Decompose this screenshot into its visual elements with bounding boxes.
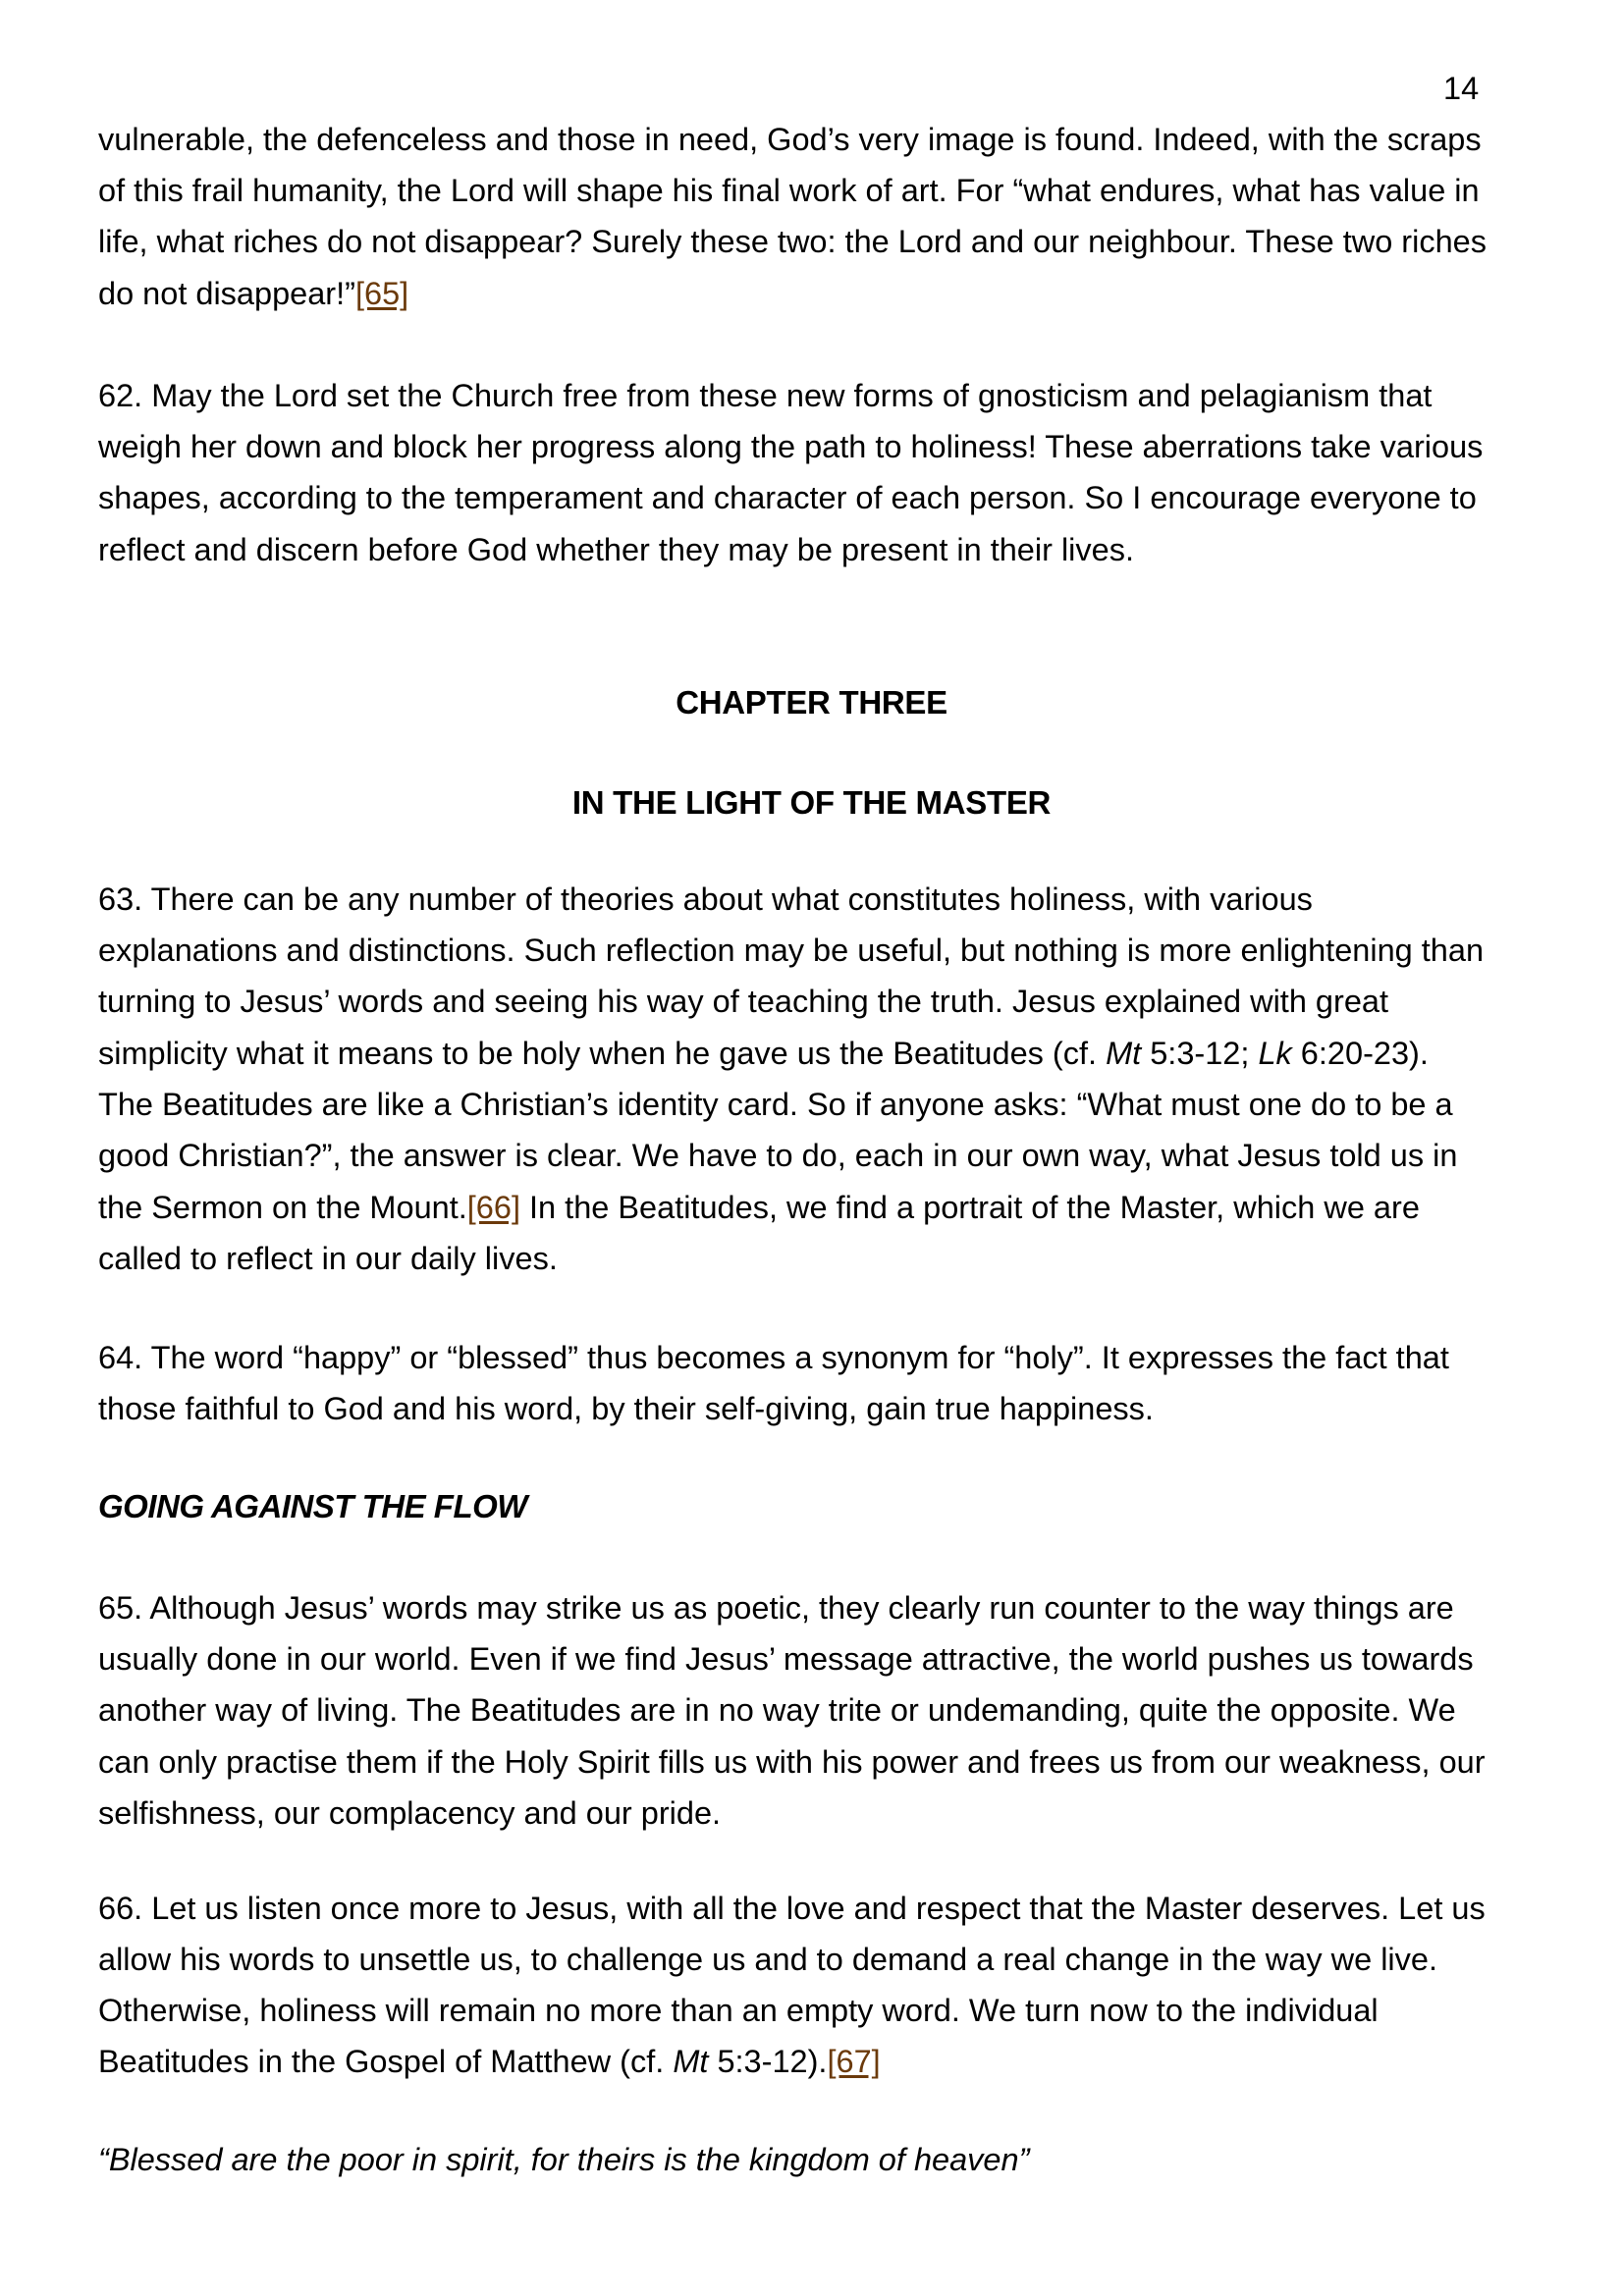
text-line: allow his words to unsettle us, to challenge us and to demand a real change in the way we live. xyxy=(98,1942,1438,1977)
text-line: usually done in our world. Even if we find Jesus’ message attractive, the world pushes us towards xyxy=(98,1641,1474,1677)
text-line: reflect and discern before God whether they may be present in their lives. xyxy=(98,532,1134,567)
text-line: 64. The word “happy” or “blessed” thus becomes a synonym for “holy”. It expresses the fact that xyxy=(98,1340,1449,1375)
section-heading: GOING AGAINST THE FLOW xyxy=(98,1488,527,1524)
text-line: 66. Let us listen once more to Jesus, with all the love and respect that the Master deserves. Let us xyxy=(98,1891,1486,1926)
text-span: 5:3-12). xyxy=(708,2044,828,2079)
text-line: those faithful to God and his word, by their self-giving, gain true happiness. xyxy=(98,1391,1154,1426)
text-line: good Christian?”, the answer is clear. We have to do, each in our own way, what Jesus told us in xyxy=(98,1138,1458,1173)
text-span: do not disappear!” xyxy=(98,276,355,311)
text-line: The Beatitudes are like a Christian’s identity card. So if anyone asks: “What must one do to be a xyxy=(98,1087,1453,1122)
chapter-title: CHAPTER THREE xyxy=(676,684,947,721)
text-span: the Sermon on the Mount. xyxy=(98,1190,467,1225)
citation-matthew: Mt xyxy=(1106,1036,1142,1071)
chapter-subtitle: IN THE LIGHT OF THE MASTER xyxy=(571,784,1052,821)
text-line xyxy=(98,274,408,313)
text-line xyxy=(98,1188,1420,1227)
text-line: turning to Jesus’ words and seeing his way of teaching the truth. Jesus explained with great xyxy=(98,984,1388,1019)
citation-luke: Lk xyxy=(1258,1036,1292,1071)
text-span: 6:20-23). xyxy=(1291,1036,1429,1071)
text-span: Beatitudes in the Gospel of Matthew (cf. xyxy=(98,2044,674,2079)
text-line: of this frail humanity, the Lord will shape his final work of art. For “what endures, what has value in xyxy=(98,173,1480,208)
text-line: Otherwise, holiness will remain no more than an empty word. We turn now to the individual xyxy=(98,1993,1379,2028)
beatitude-heading: “Blessed are the poor in spirit, for theirs is the kingdom of heaven” xyxy=(98,2142,1030,2177)
text-span: In the Beatitudes, we find a portrait of the Master, which we are xyxy=(520,1190,1420,1225)
text-line: another way of living. The Beatitudes are in no way trite or undemanding, quite the opposite. We xyxy=(98,1692,1456,1728)
text-line xyxy=(98,1034,1429,1073)
text-line: can only practise them if the Holy Spirit fills us with his power and frees us from our weakness, our xyxy=(98,1744,1486,1780)
text-line: 65. Although Jesus’ words may strike us as poetic, they clearly run counter to the way things are xyxy=(98,1590,1454,1626)
text-line: vulnerable, the defenceless and those in need, God’s very image is found. Indeed, with the scraps xyxy=(98,122,1482,157)
text-span: 5:3-12; xyxy=(1141,1036,1259,1071)
text-line: life, what riches do not disappear? Surely these two: the Lord and our neighbour. These two riches xyxy=(98,224,1488,259)
footnote-link-65[interactable]: [65] xyxy=(354,276,409,311)
text-line: 63. There can be any number of theories about what constitutes holiness, with various xyxy=(98,881,1313,917)
citation-matthew: Mt xyxy=(673,2044,709,2079)
page-number: 14 xyxy=(1443,71,1480,106)
footnote-link-66[interactable]: [66] xyxy=(466,1190,520,1225)
text-line: weigh her down and block her progress along the path to holiness! These aberrations take various xyxy=(98,429,1484,464)
text-span: simplicity what it means to be holy when he gave us the Beatitudes (cf. xyxy=(98,1036,1107,1071)
text-line: called to reflect in our daily lives. xyxy=(98,1241,558,1276)
text-line: explanations and distinctions. Such reflection may be useful, but nothing is more enlightening than xyxy=(98,933,1485,968)
text-line: shapes, according to the temperament and character of each person. So I encourage everyone to xyxy=(98,480,1477,515)
footnote-link-67[interactable]: [67] xyxy=(827,2044,881,2079)
text-line: selfishness, our complacency and our pride. xyxy=(98,1795,722,1831)
text-line xyxy=(98,2042,881,2081)
text-line: 62. May the Lord set the Church free from these new forms of gnosticism and pelagianism that xyxy=(98,378,1433,413)
